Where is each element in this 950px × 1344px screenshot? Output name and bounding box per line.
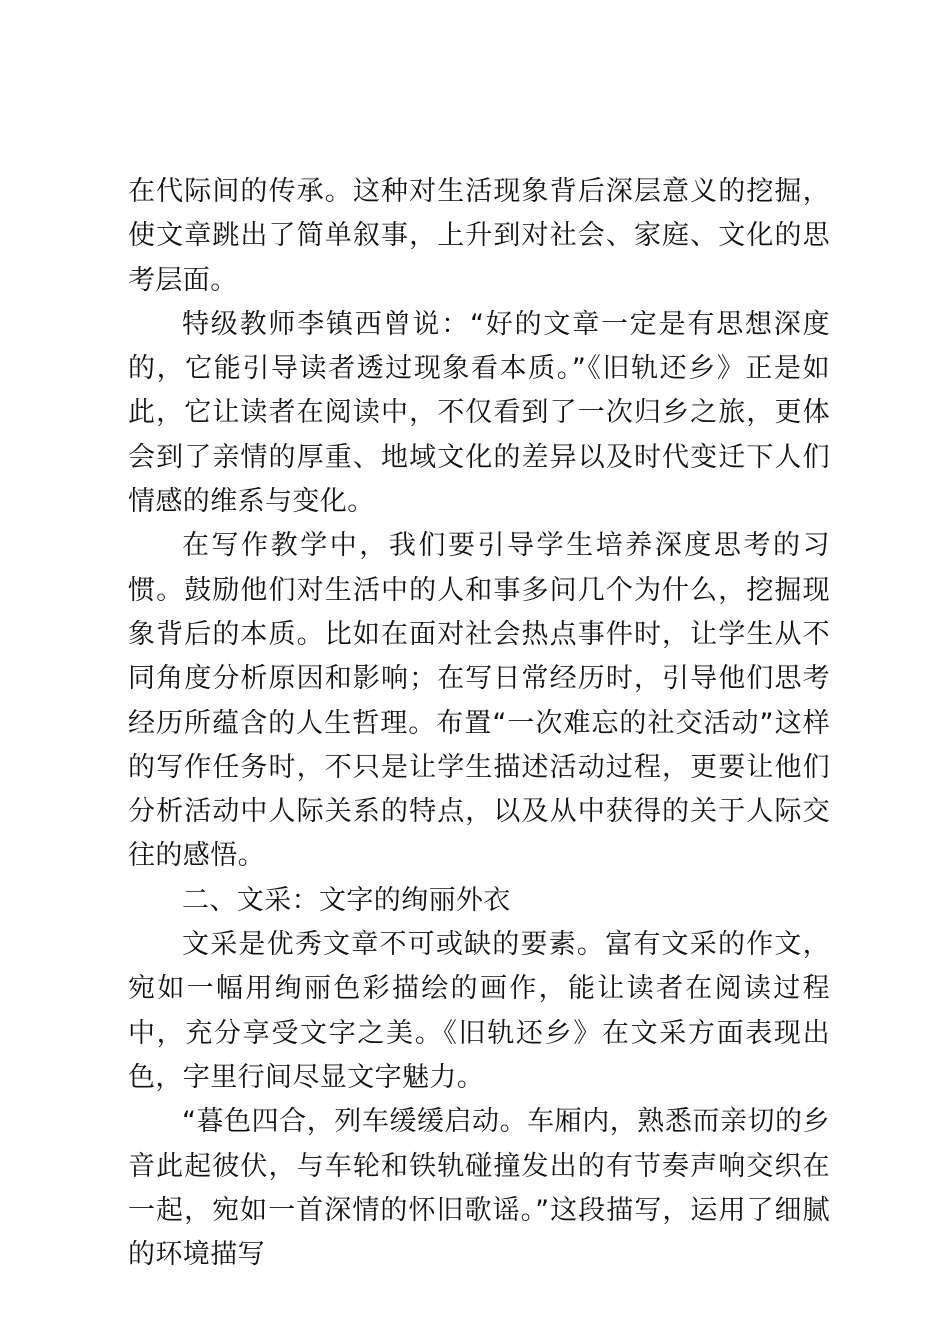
- paragraph-literary-grace: 文采是优秀文章不可或缺的要素。富有文采的作文，宛如一幅用绚丽色彩描绘的画作，能让读者在阅读过程中，充分享受文字之美。《旧轨还乡》在文采方面表现出色，字里行间尽显文字魅力。: [128, 929, 830, 1093]
- paragraph-quote-li-zhenxi: 特级教师李镇西曾说：“好的文章一定是有思想深度的，它能引导读者透过现象看本质。”《旧轨还乡》正是如此，它让读者在阅读中，不仅看到了一次归乡之旅，更体会到了亲情的厚重、地域文化的差异以及时代变迁下人们情感的维系与变化。: [128, 308, 830, 518]
- paragraph-continuation: 在代际间的传承。这种对生活现象背后深层意义的挖掘，使文章跳出了简单叙事，上升到对社会、家庭、文化的思考层面。: [128, 176, 830, 296]
- document-body: [128, 170, 830, 1277]
- paragraph-excerpt-analysis: “暮色四合，列车缓缓启动。车厢内，熟悉而亲切的乡音此起彼伏，与车轮和铁轨碰撞发出的有节奏声响交织在一起，宛如一首深情的怀旧歌谣。”这段描写，运用了细腻的环境描写: [128, 1106, 830, 1271]
- section-heading: 二、文采：文字的绚丽外衣: [182, 884, 511, 916]
- paragraph-writing-teaching: 在写作教学中，我们要引导学生培养深度思考的习惯。鼓励他们对生活中的人和事多问几个为什么，挖掘现象背后的本质。比如在面对社会热点事件时，让学生从不同角度分析原因和影响；在写日常经历时，引导他们思考经历所蕴含的人生哲理。布置“一次难忘的社交活动”这样的写作任务时，不只是让学生描述活动过程，更要让他们分析活动中人际关系的特点，以及从中获得的关于人际交往的感悟。: [128, 530, 830, 872]
